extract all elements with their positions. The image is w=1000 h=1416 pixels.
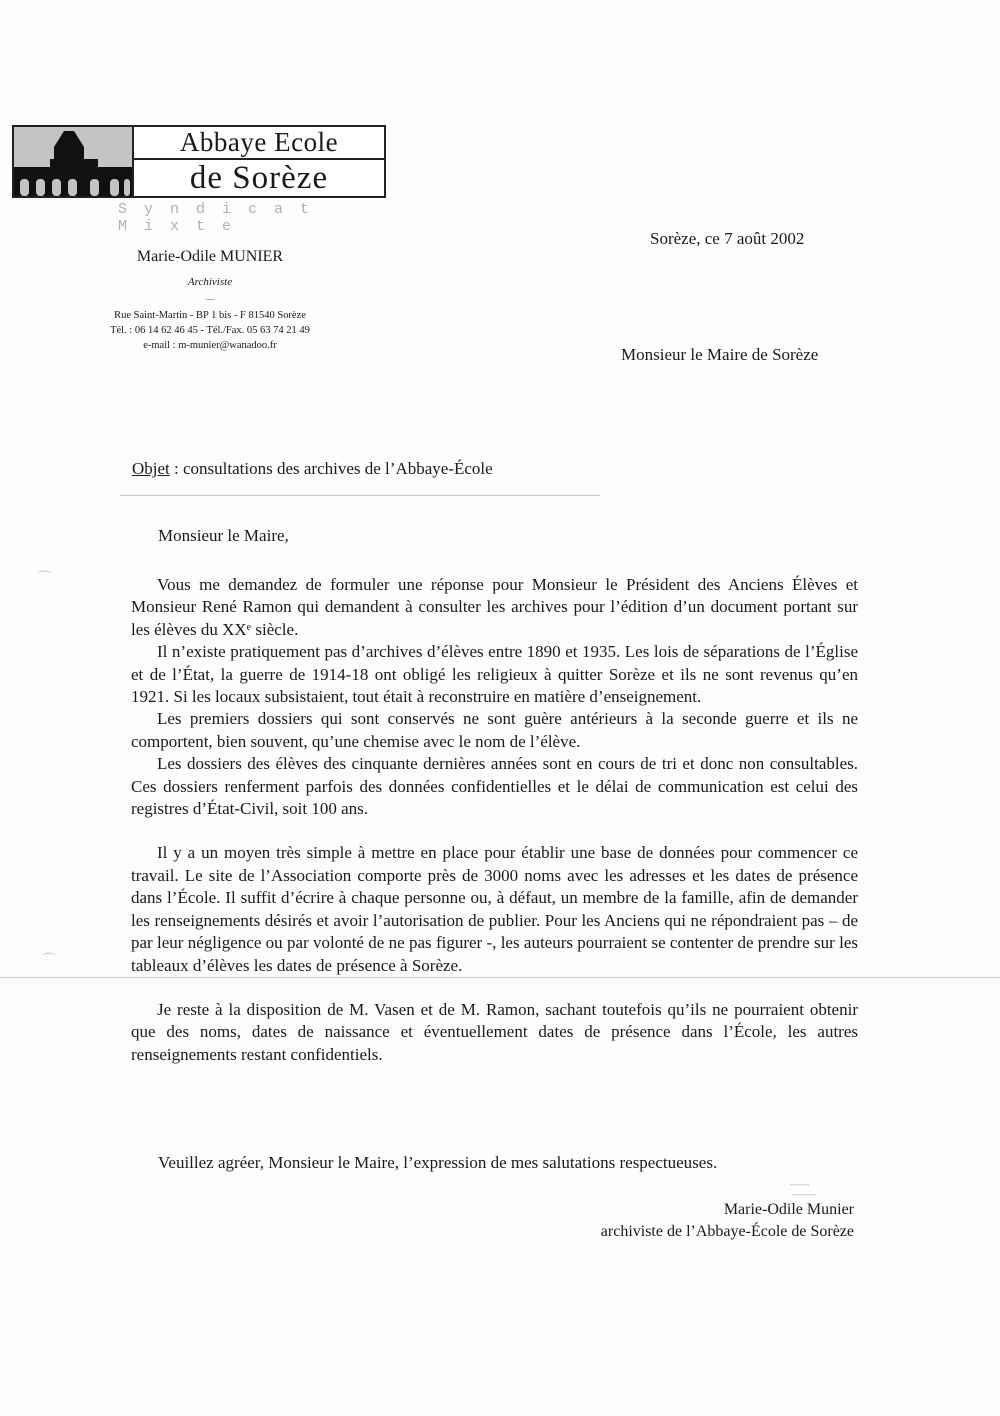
sender-title: Archiviste <box>187 276 233 288</box>
recipient: Monsieur le Maire de Sorèze <box>621 345 819 364</box>
paragraph-2: Il n’existe pratiquement pas d’archives d’élèves entre 1890 et 1935. Les lois de séparations de l’Église et de l’État, la guerre de 1914-18 ont obligé les religieux à quitter Sorèze et ils ne sont revenus qu’en 1921. Si les locaux subsistaient, tout était à reconstruire en matière d’enseignement. <box>131 642 858 707</box>
salutation: Monsieur le Maire, <box>158 526 289 545</box>
superscript: e <box>246 621 252 633</box>
paragraph-5: Il y a un moyen très simple à mettre en place pour établir une base de données pour commencer ce travail. Le site de l’Association comporte près de 3000 noms avec les adresses et les dates de présence dans l’École. Il suffit d’écrire à chaque personne ou, à défaut, un membre de la famille, afin de demander les renseignements désirés et avoir l’autorisation de publier. Pour les Anciens qui ne répondraient pas – de par leur négligence ou par volonté de ne pas figurer -, les auteurs pourraient se contenter de prendre sur les tableaux d’élèves les dates de présence à Sorèze. <box>131 843 858 975</box>
scan-artifact-mark: ⌒ <box>42 954 56 969</box>
sender-separator: — <box>205 294 215 304</box>
sender-phone: Tél. : 06 14 62 46 45 - Tél./Fax. 05 63 74 21 49 <box>110 325 310 336</box>
scan-artifact-line <box>120 495 600 496</box>
handwritten-signature-mark: ~~~~ ~~~~~ <box>790 1180 817 1200</box>
paragraph-4: Les dossiers des élèves des cinquante dernières années sont en cours de tri et donc non consultables. Ces dossiers renferment parfois des données confidentielles et le délai de communication est celui des registres d’État-Civil, soit 100 ans. <box>131 754 858 819</box>
scan-artifact-line <box>0 977 1000 978</box>
signature-name: Marie-Odile Munier <box>723 1201 854 1218</box>
abbey-building-icon <box>14 127 134 196</box>
subject-text: : consultations des archives de l’Abbaye-École <box>169 459 493 478</box>
letter-body <box>131 574 858 1066</box>
paragraph-text: siècle. <box>251 619 299 639</box>
paragraph-6: Je reste à la disposition de M. Vasen et de M. Ramon, sachant toutefois qu’ils ne pourraient obtenir que des noms, dates de naissance et éventuellement dates de présence dans l’École, les autres renseignements restant confidentiels. <box>131 999 858 1064</box>
signature-role: archiviste de l’Abbaye-École de Sorèze <box>600 1223 854 1240</box>
letter-date: Sorèze, ce 7 août 2002 <box>650 229 805 248</box>
scan-artifact-mark: ⌒ <box>38 572 52 587</box>
logo-subtitle: Syndicat Mixte <box>118 201 327 235</box>
sender-block <box>60 248 360 353</box>
sender-address: Rue Saint-Martin - BP 1 bis - F 81540 Sorèze <box>114 310 306 321</box>
sender-email: e-mail : m-munier@wanadoo.fr <box>143 340 277 351</box>
paragraph-text: Vous me demandez de formuler une réponse pour Monsieur le Président des Anciens Élèves et Monsieur René Ramon qui demandent à consulter les archives pour l’édition d’un document portant sur les élèves du XX <box>131 575 858 639</box>
closing-formula: Veuillez agréer, Monsieur le Maire, l’expression de mes salutations respectueuses. <box>158 1153 718 1172</box>
logo-title-line2: de Sorèze <box>189 160 329 196</box>
paragraph-3: Les premiers dossiers qui sont conservés ne sont guère antérieurs à la seconde guerre et ils ne comportent, bien souvent, qu’une chemise avec le nom de l’élève. <box>131 709 858 751</box>
logo-title-line1: Abbaye Ecole <box>134 127 384 160</box>
paragraph-1 <box>131 574 858 641</box>
signature-block <box>601 1199 854 1243</box>
letterhead-logo <box>12 125 386 198</box>
subject-label: Objet <box>132 459 170 478</box>
subject-line <box>132 459 493 479</box>
sender-name: Marie-Odile MUNIER <box>136 248 284 265</box>
